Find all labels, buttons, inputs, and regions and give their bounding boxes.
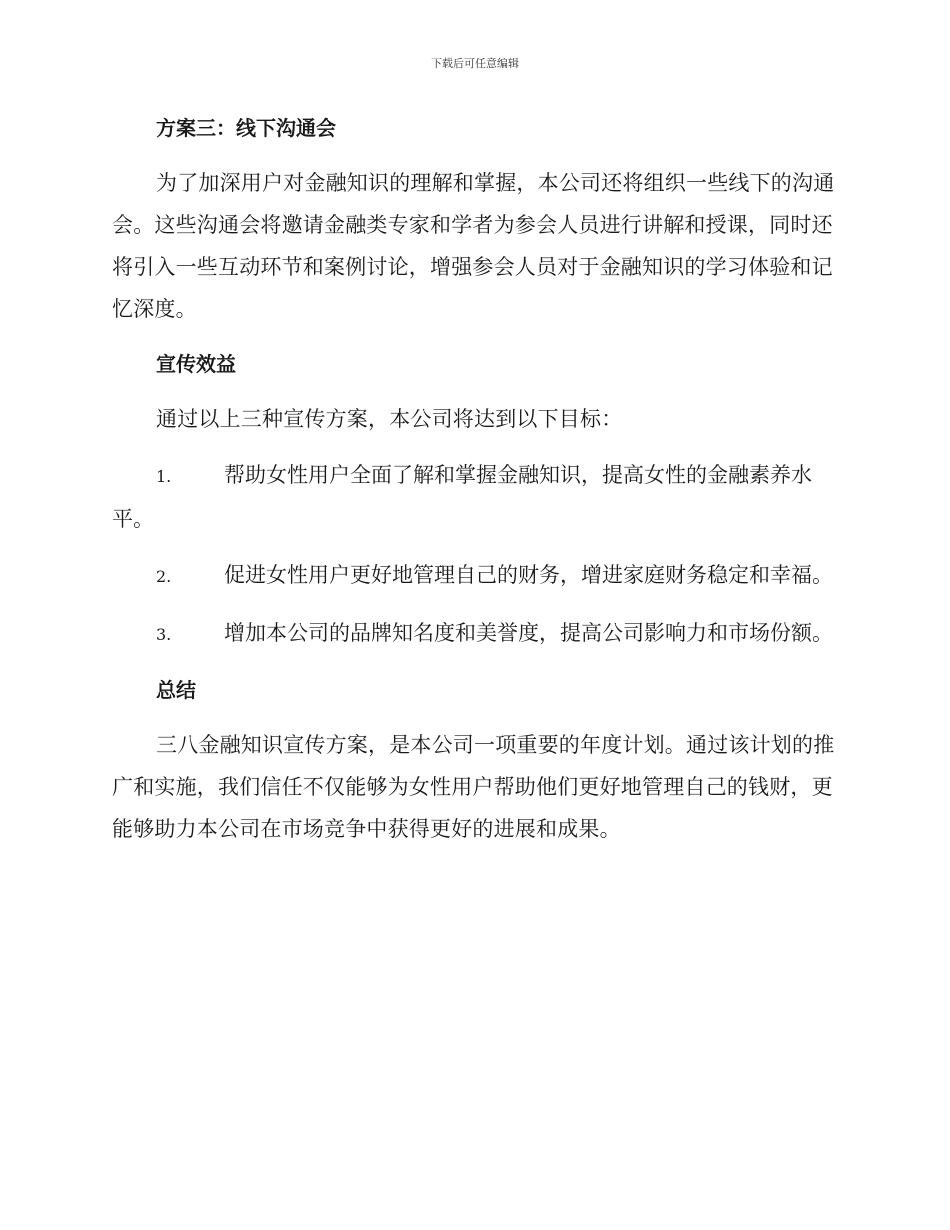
- section-title-plan3: 方案三：线下沟通会: [156, 116, 336, 140]
- list-item-number: 3.: [156, 625, 172, 644]
- list-item: [112, 554, 837, 598]
- list-item-text: 帮助女性用户全面了解和掌握金融知识，提高女性的金融素养水平。: [112, 463, 812, 531]
- document-content: [112, 107, 837, 850]
- list-item-number: 1.: [156, 467, 172, 486]
- list-item: [112, 454, 837, 540]
- header-note: 下载后可任意编辑: [431, 57, 519, 70]
- paragraph-plan3: 为了加深用户对金融知识的理解和掌握，本公司还将组织一些线下的沟通会。这些沟通会将邀请金融类专家和学者为参会人员进行讲解和授课，同时还将引入一些互动环节和案例讨论，增强参会人员对于金融知识的学习体验和记忆深度。: [112, 171, 835, 321]
- list-item: [112, 612, 837, 656]
- section-title-benefits: 宣传效益: [156, 352, 236, 376]
- list-item-number: 2.: [156, 567, 172, 586]
- paragraph-summary: 三八金融知识宣传方案，是本公司一项重要的年度计划。通过该计划的推广和实施，我们信任不仅能够为女性用户帮助他们更好地管理自己的钱财，更能够助力本公司在市场竞争中获得更好的进展和成果。: [112, 733, 835, 841]
- section-title-summary: 总结: [156, 678, 196, 702]
- list-item-text: 增加本公司的品牌知名度和美誉度，提高公司影响力和市场份额。: [224, 621, 833, 645]
- paragraph-benefits-intro: 通过以上三种宣传方案，本公司将达到以下目标：: [156, 407, 623, 431]
- list-item-text: 促进女性用户更好地管理自己的财务，增进家庭财务稳定和幸福。: [224, 563, 833, 587]
